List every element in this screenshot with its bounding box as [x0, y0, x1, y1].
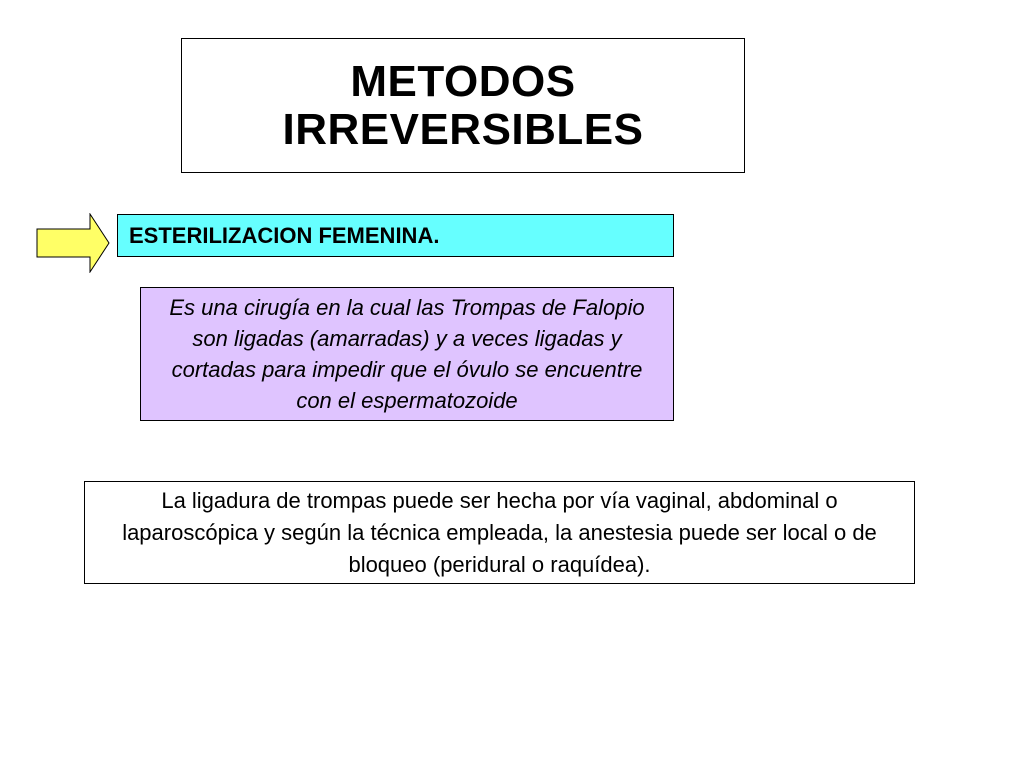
title-box: [181, 38, 745, 173]
description-box: [140, 287, 674, 421]
right-arrow-icon: [36, 213, 110, 273]
section-heading: ESTERILIZACION FEMENINA.: [129, 222, 440, 248]
description-text: Es una cirugía en la cual las Trompas de Falopio son ligadas (amarradas) y a veces ligadas y cortadas para impedir que el óvulo se encuentre con el espermatozoide: [169, 295, 645, 413]
slide-title: [282, 58, 643, 154]
section-heading-box: [117, 214, 674, 257]
slide-title-line: IRREVERSIBLES: [282, 104, 644, 154]
slide-title-line: METODOS: [350, 56, 576, 106]
note-box: [84, 481, 915, 584]
note-text: La ligadura de trompas puede ser hecha por vía vaginal, abdominal o laparoscópica y según la técnica empleada, la anestesia puede ser local o de bloqueo (peridural o raquídea).: [122, 487, 877, 577]
